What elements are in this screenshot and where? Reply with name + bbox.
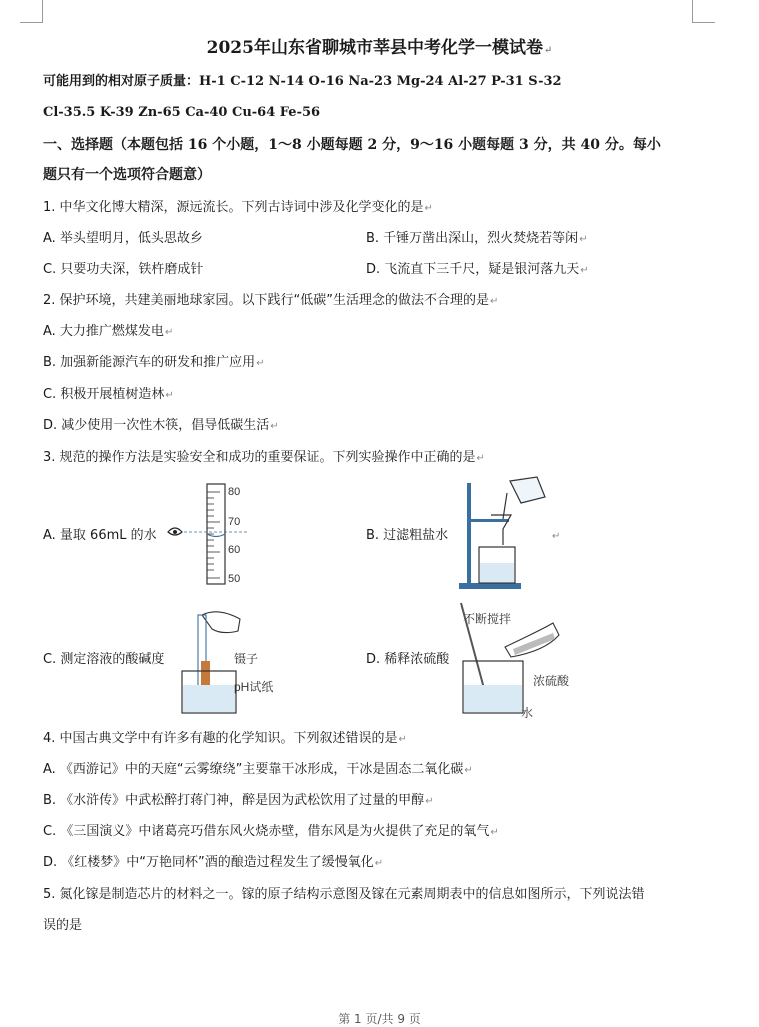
q3-option-c: C. 测定溶液的酸碱度 <box>43 652 165 667</box>
figure-ph-test <box>178 605 288 717</box>
q4-option-b: B. 《水浒传》中武松醉打蒋门神，醉是因为武松饮用了过量的甲醇↵ <box>43 793 434 808</box>
label-water: 水 <box>521 706 534 720</box>
atomic-mass-line-2: Cl-35.5 K-39 Zn-65 Ca-40 Cu-64 Fe-56 <box>43 105 321 120</box>
stand-base <box>459 583 521 589</box>
q1-stem: 1. 中华文化博大精深，源远流长。下列古诗词中涉及化学变化的是↵ <box>43 200 433 215</box>
q3-option-d: D. 稀释浓硫酸 <box>366 652 450 667</box>
label-ph-paper: pH试纸 <box>234 680 274 694</box>
exam-title: 2025年山东省聊城市莘县中考化学一模试卷↵ <box>206 38 553 58</box>
page-footer: 第 1 页/共 9 页 <box>338 1012 421 1026</box>
water-fill <box>464 685 522 712</box>
stand-rod <box>467 483 471 583</box>
q4-option-a: A. 《西游记》中的天庭“云雾缭绕”主要靠干冰形成，干冰是固态二氧化碳↵ <box>43 762 473 777</box>
figure-graduated-cylinder <box>160 478 270 588</box>
cylinder-tick-50: 50 <box>228 573 241 585</box>
crop-mark-top-left <box>20 0 43 23</box>
q2-option-a: A. 大力推广燃煤发电↵ <box>43 324 174 339</box>
q3-option-a: A. 量取 66mL 的水 <box>43 528 157 543</box>
q2-option-b: B. 加强新能源汽车的研发和推广应用↵ <box>43 355 265 370</box>
cylinder-tick-70: 70 <box>228 516 241 528</box>
q1-option-d: D. 飞流直下三千尺，疑是银河落九天↵ <box>366 262 589 277</box>
q3-stem: 3. 规范的操作方法是实验安全和成功的重要保证。下列实验操作中正确的是↵ <box>43 450 485 465</box>
q4-option-c: C. 《三国演义》中诸葛亮巧借东风火烧赤壁，借东风是为火提供了充足的氧气↵ <box>43 824 499 839</box>
q3-option-b: B. 过滤粗盐水 <box>366 528 449 543</box>
label-acid: 浓硫酸 <box>533 674 570 688</box>
q1-option-a: A. 举头望明月，低头思故乡 <box>43 231 203 246</box>
label-tweezers: 镊子 <box>234 652 259 666</box>
hand <box>202 612 240 633</box>
cylinder-tick-60: 60 <box>228 544 241 556</box>
q3-return-mark: ↵ <box>552 531 561 542</box>
q1-option-b: B. 千锤万凿出深山，烈火焚烧若等闲↵ <box>366 231 588 246</box>
q4-stem: 4. 中国古典文学中有许多有趣的化学知识。下列叙述错误的是↵ <box>43 731 407 746</box>
figure-filtration <box>455 475 555 591</box>
section-heading-line-2: 题只有一个选项符合题意） <box>43 167 211 183</box>
q5-stem-line-1: 5. 氮化镓是制造芯片的材料之一。镓的原子结构示意图及镓在元素周期表中的信息如图所示，下列说法错 <box>43 887 645 902</box>
eye-pupil <box>173 530 177 534</box>
q2-option-c: C. 积极开展植树造林↵ <box>43 387 174 402</box>
funnel-ring <box>469 519 509 522</box>
q2-option-d: D. 减少使用一次性木筷，倡导低碳生活↵ <box>43 418 279 433</box>
q1-option-c: C. 只要功夫深，铁杵磨成针 <box>43 262 204 277</box>
q2-stem: 2. 保护环境，共建美丽地球家园。以下践行“低碳”生活理念的做法不合理的是↵ <box>43 293 499 308</box>
pouring-beaker <box>510 477 545 503</box>
label-stir: 不断搅拌 <box>463 612 512 626</box>
figure-dilution <box>455 595 595 720</box>
q4-option-d: D. 《红楼梦》中“万艳同杯”酒的酿造过程发生了缓慢氧化↵ <box>43 855 384 870</box>
q5-stem-line-2: 误的是 <box>43 918 83 933</box>
cylinder-tick-80: 80 <box>228 486 241 498</box>
test-solution <box>183 685 235 712</box>
section-heading-line-1: 一、选择题（本题包括 16 个小题，1～8 小题每题 2 分，9～16 小题每题 3 分，共 40 分。每小 <box>43 137 661 153</box>
filtrate <box>480 563 514 582</box>
atomic-mass-line-1: 可能用到的相对原子质量：H-1 C-12 N-14 O-16 Na-23 Mg-24 Al-27 P-31 S-32 <box>43 74 562 89</box>
crop-mark-top-right <box>692 0 715 23</box>
